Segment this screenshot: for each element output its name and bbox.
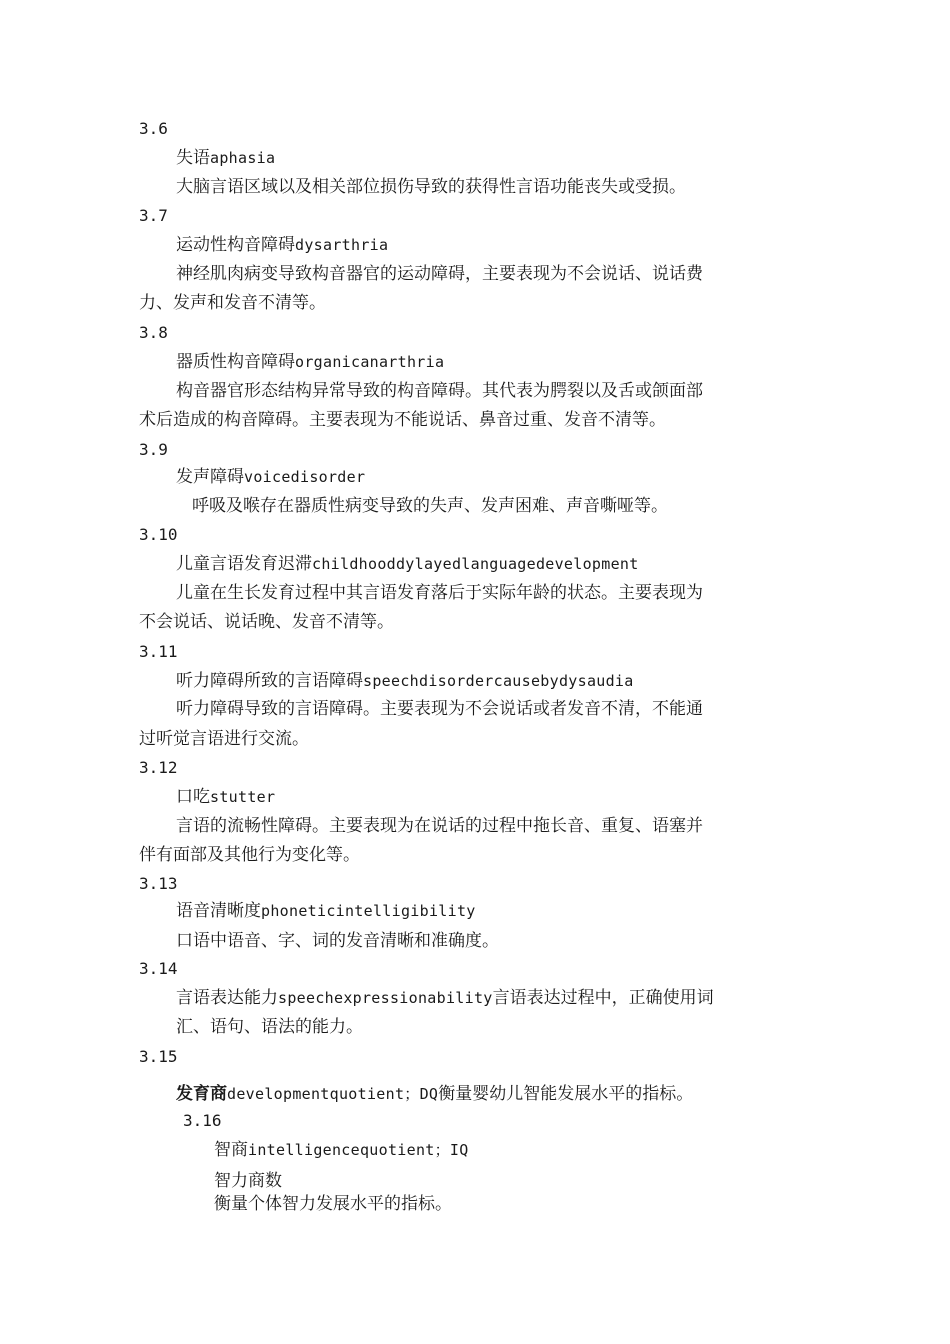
term-heading: 发声障碍voicedisorder: [176, 467, 366, 487]
definition-text: 伴有面部及其他行为变化等。: [139, 845, 360, 865]
definition-text: 呼吸及喉存在器质性病变导致的失声、发声困难、声音嘶哑等。: [192, 496, 668, 516]
definition-text: 不会说话、说话晚、发音不清等。: [139, 612, 394, 632]
definition-text: 大脑言语区域以及相关部位损伤导致的获得性言语功能丧失或受损。: [176, 177, 686, 197]
definition-text: 听力障碍导致的言语障碍。主要表现为不会说话或者发音不清，不能通: [176, 699, 703, 719]
term-heading: 发育商developmentquotient；DQ衡量婴幼儿智能发展水平的指标。: [176, 1084, 694, 1104]
clause-number: 3.12: [139, 758, 178, 777]
term-heading: 语音清晰度phoneticintelligibility: [176, 901, 476, 921]
clause-number: 3.10: [139, 525, 178, 544]
clause-number: 3.16: [183, 1111, 222, 1130]
clause-number: 3.15: [139, 1047, 178, 1066]
definition-text: 神经肌肉病变导致构音器官的运动障碍，主要表现为不会说话、说话费: [176, 264, 703, 284]
definition-text: 力、发声和发音不清等。: [139, 293, 326, 313]
term-heading: 儿童言语发育迟滞childhooddylayedlanguagedevelopment: [176, 554, 639, 574]
clause-number: 3.14: [139, 959, 178, 978]
definition-text: 衡量个体智力发展水平的指标。: [214, 1194, 452, 1214]
definition-text: 口语中语音、字、词的发音清晰和准确度。: [176, 931, 499, 951]
term-heading: 运动性构音障碍dysarthria: [176, 235, 389, 255]
term-heading: 器质性构音障碍organicanarthria: [176, 352, 445, 372]
clause-number: 3.11: [139, 642, 178, 661]
definition-text: 儿童在生长发育过程中其言语发育落后于实际年龄的状态。主要表现为: [176, 583, 703, 603]
clause-number: 3.6: [139, 119, 168, 138]
alternative-term: 智力商数: [214, 1171, 282, 1191]
definition-text: 术后造成的构音障碍。主要表现为不能说话、鼻音过重、发音不清等。: [139, 410, 666, 430]
clause-number: 3.9: [139, 440, 168, 459]
term-heading: 口吃stutter: [176, 787, 276, 807]
clause-number: 3.7: [139, 206, 168, 225]
term-heading: 言语表达能力speechexpressionability言语表达过程中，正确使用词: [176, 988, 714, 1008]
term-heading: 听力障碍所致的言语障碍speechdisordercausebydysaudia: [176, 671, 634, 691]
definition-text: 汇、语句、语法的能力。: [176, 1017, 363, 1037]
clause-number: 3.8: [139, 323, 168, 342]
definition-text: 构音器官形态结构异常导致的构音障碍。其代表为腭裂以及舌或颌面部: [176, 381, 703, 401]
definition-text: 言语的流畅性障碍。主要表现为在说话的过程中拖长音、重复、语塞并: [176, 816, 703, 836]
term-heading: 智商intelligencequotient；IQ: [214, 1140, 469, 1160]
clause-number: 3.13: [139, 874, 178, 893]
definition-text: 过听觉言语进行交流。: [139, 729, 309, 749]
term-heading: 失语aphasia: [176, 148, 276, 168]
